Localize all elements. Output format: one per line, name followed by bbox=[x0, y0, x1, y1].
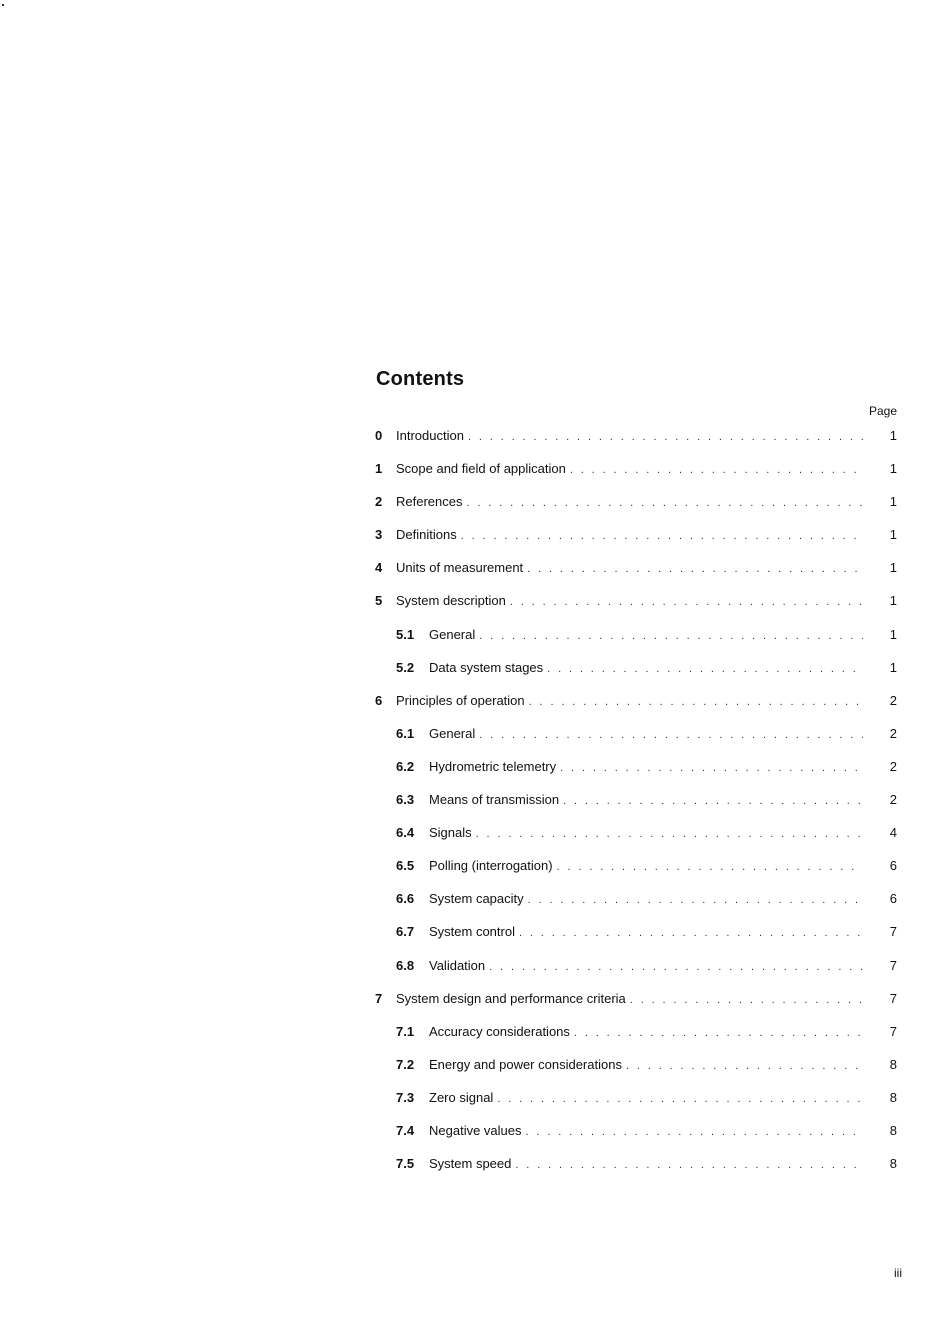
toc-entry-number: 3 bbox=[375, 527, 383, 543]
toc-entry-page: 1 bbox=[889, 659, 897, 675]
dot-leader bbox=[519, 917, 863, 950]
toc-entry[interactable] bbox=[375, 1081, 903, 1114]
dot-leader bbox=[560, 752, 863, 785]
dot-leader bbox=[570, 454, 863, 487]
toc-entry-number: 5.2 bbox=[396, 659, 415, 675]
page-column-header: Page bbox=[868, 404, 897, 418]
toc-entry-title: Energy and power considerations bbox=[429, 1056, 622, 1072]
toc-entry-title: Scope and field of application bbox=[396, 461, 566, 477]
toc-entry-title: System speed bbox=[429, 1156, 512, 1172]
toc-entry[interactable] bbox=[375, 783, 903, 816]
toc-entry[interactable] bbox=[375, 485, 903, 518]
toc-entry[interactable] bbox=[375, 684, 903, 717]
toc-entry[interactable] bbox=[375, 452, 903, 485]
toc-entry-page: 7 bbox=[889, 990, 897, 1006]
toc-entry-number: 7.4 bbox=[396, 1122, 415, 1138]
toc-entry-page: 2 bbox=[889, 692, 897, 708]
toc-entry-number: 7.5 bbox=[396, 1156, 415, 1172]
stray-mark bbox=[2, 4, 4, 6]
toc-entry-title: System description bbox=[396, 593, 506, 609]
toc-entry[interactable] bbox=[375, 750, 903, 783]
toc-entry[interactable] bbox=[375, 1015, 903, 1048]
toc-entry[interactable] bbox=[375, 584, 903, 617]
toc-entry-number: 6.2 bbox=[396, 758, 415, 774]
toc-entry[interactable] bbox=[375, 1147, 903, 1180]
toc-entry-page: 7 bbox=[889, 957, 897, 973]
toc-entry-number: 6.1 bbox=[396, 725, 415, 741]
toc-entry[interactable] bbox=[375, 982, 903, 1015]
toc-entry-page: 1 bbox=[889, 494, 897, 510]
toc-entry-number: 6 bbox=[375, 692, 383, 708]
toc-entry[interactable] bbox=[375, 419, 903, 452]
toc-entry-title: Means of transmission bbox=[429, 792, 560, 808]
toc-entry[interactable] bbox=[375, 915, 903, 948]
toc-entry-title: Units of measurement bbox=[396, 560, 524, 576]
toc-entry-title: References bbox=[396, 494, 463, 510]
toc-entry-page: 8 bbox=[889, 1056, 897, 1072]
dot-leader bbox=[527, 553, 863, 586]
toc-entry-page: 6 bbox=[889, 891, 897, 907]
toc-entry-number: 0 bbox=[375, 428, 383, 443]
dot-leader bbox=[466, 487, 863, 520]
contents-title: Contents bbox=[376, 368, 465, 390]
toc-entry-title: Validation bbox=[429, 957, 486, 973]
dot-leader bbox=[515, 1149, 863, 1182]
toc-list bbox=[375, 419, 903, 1180]
toc-entry-number: 4 bbox=[375, 560, 383, 576]
toc-entry[interactable] bbox=[375, 949, 903, 982]
toc-entry-page: 7 bbox=[889, 924, 897, 940]
toc-entry-title: Introduction bbox=[396, 428, 464, 443]
toc-entry-page: 7 bbox=[889, 1023, 897, 1039]
toc-entry[interactable] bbox=[375, 1114, 903, 1147]
toc-entry-title: General bbox=[429, 626, 476, 642]
toc-entry-title: System control bbox=[429, 924, 515, 940]
table-of-contents bbox=[375, 368, 903, 1180]
dot-leader bbox=[497, 1083, 863, 1116]
toc-entry-title: Hydrometric telemetry bbox=[429, 758, 557, 774]
toc-entry-page: 8 bbox=[889, 1156, 897, 1172]
toc-entry-title: System design and performance criteria bbox=[396, 990, 626, 1006]
toc-entry[interactable] bbox=[375, 651, 903, 684]
dot-leader bbox=[630, 984, 863, 1017]
dot-leader bbox=[489, 951, 863, 984]
dot-leader bbox=[461, 520, 863, 553]
toc-entry-page: 8 bbox=[889, 1122, 897, 1138]
toc-entry-title: Zero signal bbox=[429, 1089, 494, 1105]
toc-entry-title: Data system stages bbox=[429, 659, 544, 675]
dot-leader bbox=[547, 653, 863, 686]
toc-entry-title: System capacity bbox=[429, 891, 524, 907]
dot-leader bbox=[468, 421, 863, 454]
toc-entry-page: 2 bbox=[889, 792, 897, 808]
toc-entry-number: 7.1 bbox=[396, 1023, 415, 1039]
dot-leader bbox=[528, 884, 863, 917]
toc-entry-number: 6.4 bbox=[396, 825, 415, 841]
toc-entry-title: Signals bbox=[429, 825, 472, 841]
dot-leader bbox=[574, 1017, 863, 1050]
toc-entry-page: 2 bbox=[889, 725, 897, 741]
toc-entry-title: Negative values bbox=[429, 1122, 522, 1138]
toc-entry-number: 6.5 bbox=[396, 858, 415, 874]
toc-entry-number: 6.3 bbox=[396, 792, 415, 808]
toc-entry[interactable] bbox=[375, 882, 903, 915]
toc-entry-title: Polling (interrogation) bbox=[429, 858, 553, 874]
toc-entry-page: 1 bbox=[889, 527, 897, 543]
toc-entry-page: 1 bbox=[889, 626, 897, 642]
toc-entry-page: 6 bbox=[889, 858, 897, 874]
toc-entry-number: 7 bbox=[375, 990, 383, 1006]
page-number: iii bbox=[894, 1266, 902, 1280]
dot-leader bbox=[479, 719, 863, 752]
dot-leader bbox=[626, 1050, 863, 1083]
toc-entry[interactable] bbox=[375, 1048, 903, 1081]
toc-entry-title: Definitions bbox=[396, 527, 457, 543]
toc-entry[interactable] bbox=[375, 849, 903, 882]
toc-entry-number: 6.8 bbox=[396, 957, 415, 973]
toc-entry-number: 6.7 bbox=[396, 924, 415, 940]
dot-leader bbox=[563, 785, 863, 818]
dot-leader bbox=[526, 1116, 864, 1149]
toc-entry-number: 6.6 bbox=[396, 891, 415, 907]
dot-leader bbox=[476, 818, 863, 851]
toc-entry-page: 2 bbox=[889, 758, 897, 774]
toc-entry[interactable] bbox=[375, 816, 903, 849]
dot-leader bbox=[510, 586, 863, 619]
toc-entry-page: 1 bbox=[889, 428, 897, 443]
toc-entry-page: 1 bbox=[889, 461, 897, 477]
toc-entry-page: 4 bbox=[889, 825, 897, 841]
toc-entry-number: 1 bbox=[375, 461, 383, 477]
toc-entry[interactable] bbox=[375, 518, 903, 551]
toc-entry-page: 1 bbox=[889, 593, 897, 609]
toc-entry-title: General bbox=[429, 725, 476, 741]
toc-entry-number: 5 bbox=[375, 593, 383, 609]
dot-leader bbox=[557, 851, 863, 884]
toc-entry[interactable] bbox=[375, 717, 903, 750]
toc-entry[interactable] bbox=[375, 551, 903, 584]
toc-entry-number: 2 bbox=[375, 494, 383, 510]
toc-entry-number: 7.3 bbox=[396, 1089, 415, 1105]
dot-leader bbox=[529, 686, 863, 719]
toc-entry-title: Principles of operation bbox=[396, 692, 525, 708]
toc-entry-title: Accuracy considerations bbox=[429, 1023, 570, 1039]
toc-entry-page: 8 bbox=[889, 1089, 897, 1105]
dot-leader bbox=[479, 620, 863, 653]
toc-entry-number: 7.2 bbox=[396, 1056, 415, 1072]
toc-entry[interactable] bbox=[375, 618, 903, 651]
toc-entry-page: 1 bbox=[889, 560, 897, 576]
toc-entry-number: 5.1 bbox=[396, 626, 415, 642]
